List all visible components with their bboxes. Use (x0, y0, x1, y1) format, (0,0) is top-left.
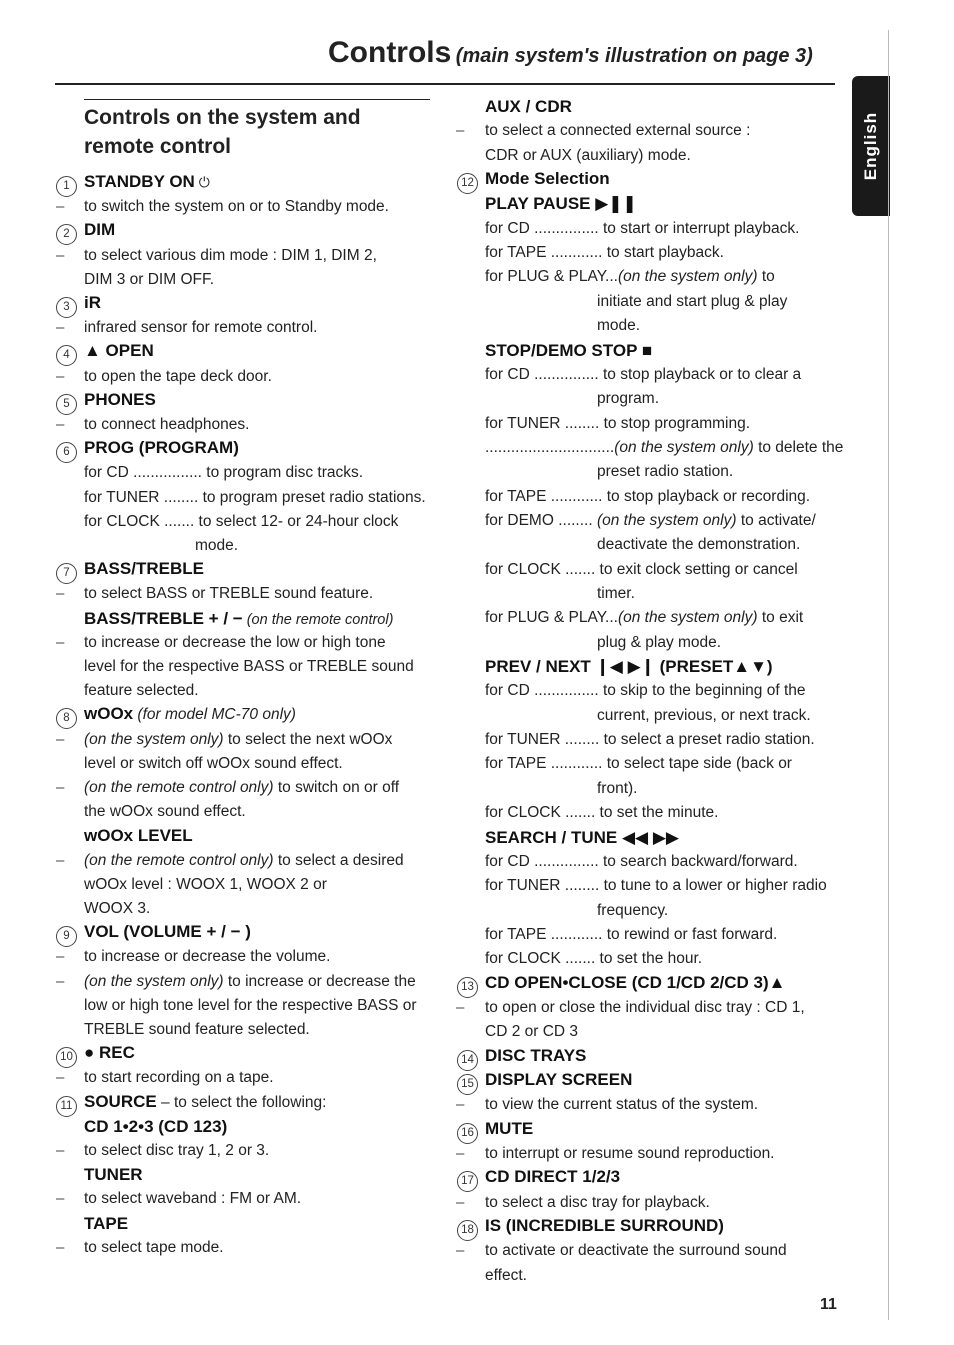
item-number-badge: 12 (457, 173, 478, 194)
control-heading (56, 293, 101, 318)
description-text: the wOOx sound effect. (84, 803, 246, 821)
description-text: to increase or decrease the volume. (84, 948, 331, 966)
item-number-badge: 1 (56, 176, 77, 197)
control-note: (for model MC-70 only) (133, 706, 296, 724)
description-line (485, 681, 806, 701)
control-name: SOURCE (84, 1091, 157, 1111)
description-line (485, 925, 777, 945)
control-name: ▲ OPEN (84, 341, 154, 361)
dash-marker: – (56, 948, 65, 966)
description-text: CDR or AUX (auxiliary) mode. (485, 146, 691, 164)
subheading-label: SEARCH / TUNE ◀◀ ▶▶ (485, 827, 679, 847)
description-line (84, 270, 214, 290)
description-text: for TUNER ........ to stop programming. (485, 414, 751, 432)
subheading-label: BASS/TREBLE + / − (84, 608, 243, 628)
subheading-label: PREV / NEXT ❙◀ ▶❙ (PRESET▲▼) (485, 657, 773, 677)
description-text: to view the current status of the system. (485, 1096, 759, 1114)
item-number-badge: 10 (56, 1047, 77, 1068)
description-text: for TAPE ............ to rewind or fast forward. (485, 925, 778, 943)
dash-marker: – (56, 367, 65, 385)
description-continuation (597, 779, 637, 799)
description-tail: to exit (757, 609, 804, 627)
description-text: for TAPE ............ to select tape side (back or (485, 755, 792, 773)
section-title-line-2: remote control (84, 135, 232, 158)
item-number-badge: 13 (457, 977, 478, 998)
description-line (56, 778, 400, 798)
italic-qualifier: (on the system only) (596, 511, 737, 529)
control-heading (56, 390, 156, 415)
control-name: IS (INCREDIBLE SURROUND) (485, 1216, 724, 1236)
italic-qualifier: (on the system only) (617, 609, 758, 627)
description-line (84, 463, 363, 483)
dash-marker: – (56, 246, 65, 264)
control-name: PROG (PROGRAM) (84, 438, 239, 458)
description-line (485, 803, 718, 823)
description-text: for TUNER ........ to program preset radio stations. (84, 488, 426, 506)
dash-marker: – (456, 122, 465, 140)
item-number-badge: 14 (457, 1050, 478, 1071)
control-name: Mode Selection (485, 169, 610, 189)
control-name: BASS/TREBLE (84, 559, 204, 579)
description-text: timer. (597, 585, 635, 602)
control-heading (56, 1043, 135, 1068)
subheading-label: AUX / CDR (485, 97, 572, 116)
control-heading (56, 220, 115, 245)
description-line (84, 488, 426, 508)
subheading-note: (on the remote control) (242, 611, 394, 628)
description-line (485, 487, 810, 507)
control-name: CD OPEN•CLOSE (CD 1/CD 2/CD 3)▲ (485, 972, 786, 992)
italic-qualifier: (on the remote control only) (84, 779, 274, 796)
description-text: program. (597, 390, 660, 408)
subheading-label: TAPE (84, 1213, 129, 1233)
description-tail: to delete the (753, 438, 844, 456)
control-name: DISPLAY SCREEN (485, 1070, 633, 1089)
description-text: to select a connected external source : (485, 122, 751, 140)
description-line (56, 851, 404, 871)
description-text: plug & play mode. (597, 633, 722, 651)
control-name: STANDBY ON (84, 172, 195, 191)
page-edge-line (888, 30, 889, 1320)
description-line (485, 560, 798, 580)
dash-marker: – (56, 779, 65, 796)
header-rule (55, 83, 835, 85)
description-text: for CD ............... to stop playback or to clear a (485, 365, 802, 383)
italic-qualifier: (on the system only) (84, 972, 224, 990)
description-text: to activate or deactivate the surround sound (485, 1242, 787, 1260)
item-number-badge: 11 (56, 1096, 77, 1117)
control-name: VOL (VOLUME + / − ) (84, 922, 251, 942)
description-line (84, 996, 417, 1016)
description-text: deactivate the demonstration. (597, 536, 801, 554)
item-number-badge: 5 (56, 394, 77, 415)
control-name: DISC TRAYS (485, 1045, 587, 1065)
description-text: DIM 3 or DIM OFF. (84, 270, 215, 288)
dash-marker: – (56, 1238, 65, 1256)
description-line (56, 584, 374, 604)
description-line (485, 219, 799, 239)
description-line (56, 730, 393, 750)
description-text: for TAPE ............ to start playback. (485, 244, 724, 262)
dash-marker: – (56, 633, 65, 651)
description-text: to switch the system on or to Standby mode. (84, 198, 389, 216)
item-number-badge: 15 (457, 1074, 478, 1095)
description-text: infrared sensor for remote control. (84, 319, 318, 337)
description-line (56, 633, 386, 653)
description-text: for CLOCK ....... to exit clock setting or cancel (485, 560, 798, 578)
control-heading (457, 1046, 586, 1071)
control-subheading (485, 97, 572, 118)
description-text: preset radio station. (597, 463, 734, 481)
description-tail: to (757, 268, 775, 286)
description-line (84, 802, 246, 822)
description-line (84, 899, 150, 919)
control-heading (56, 341, 154, 366)
dash-marker: – (56, 319, 65, 337)
description-text: to select a desired (273, 851, 404, 869)
description-text: feature selected. (84, 682, 199, 700)
description-line (485, 365, 801, 385)
description-text: for TUNER ........ to select a preset radio station. (485, 731, 815, 749)
description-text: to select a disc tray for playback. (485, 1193, 710, 1211)
page-subtitle: (main system's illustration on page 3) (455, 45, 813, 67)
description-text: to select various dim mode : DIM 1, DIM 2, (84, 246, 377, 264)
description-line (485, 608, 803, 628)
italic-qualifier: (on the remote control only) (84, 851, 274, 869)
description-line (485, 146, 691, 166)
description-continuation (597, 706, 811, 726)
description-line (456, 1144, 775, 1164)
italic-qualifier: (on the system only) (614, 438, 754, 456)
description-text: for CD ............... to start or interrupt playback. (485, 219, 800, 237)
item-number-badge: 2 (56, 224, 77, 245)
page-header (328, 36, 813, 70)
description-line (56, 1238, 224, 1258)
power-icon: ⏻ (194, 174, 210, 190)
control-subheading (485, 828, 679, 849)
control-subheading (84, 1117, 227, 1138)
description-line (56, 972, 416, 992)
description-text: to connect headphones. (84, 416, 250, 433)
description-text: front). (597, 779, 638, 797)
description-continuation (597, 584, 635, 604)
description-text: to switch on or off (273, 779, 400, 796)
dash-marker: – (456, 1242, 465, 1260)
italic-qualifier: (on the system only) (617, 268, 758, 286)
description-text: for CD ................ to program disc tracks. (84, 464, 364, 482)
description-line (485, 438, 843, 458)
dash-marker: – (56, 730, 65, 748)
control-subheading (84, 1165, 143, 1186)
description-text: mode. (195, 537, 239, 554)
description-continuation (597, 901, 668, 921)
description-text: to select tape mode. (84, 1238, 224, 1256)
description-text: WOOX 3. (84, 900, 151, 917)
description-line (456, 121, 751, 141)
description-line (485, 754, 792, 774)
subheading-label: PLAY PAUSE ▶❚❚ (485, 194, 637, 214)
description-text: for PLUG & PLAY... (485, 268, 618, 286)
control-name: CD DIRECT 1/2/3 (485, 1167, 621, 1187)
section-rule (84, 99, 430, 100)
item-number-badge: 4 (56, 345, 77, 366)
italic-qualifier: (on the system only) (84, 730, 224, 748)
description-text: to select disc tray 1, 2 or 3. (84, 1142, 270, 1159)
control-subheading (485, 341, 652, 362)
description-line (84, 512, 398, 532)
subheading-label: TUNER (84, 1165, 143, 1185)
description-text: level or switch off wOOx sound effect. (84, 754, 343, 772)
description-line (485, 730, 815, 750)
item-number-badge: 17 (457, 1171, 478, 1192)
section-title-line-1: Controls on the system and (84, 106, 361, 129)
item-number-badge: 3 (56, 297, 77, 318)
description-text: to start recording on a tape. (84, 1069, 274, 1087)
description-line (485, 243, 724, 263)
description-text: to open or close the individual disc tray : CD 1, (485, 998, 805, 1016)
control-heading (457, 1216, 724, 1241)
item-number-badge: 9 (56, 926, 77, 947)
item-number-badge: 18 (457, 1220, 478, 1241)
description-line (84, 754, 343, 774)
dash-marker: – (56, 416, 65, 433)
description-text: level for the respective BASS or TREBLE sound (84, 658, 414, 675)
control-heading (457, 1119, 533, 1144)
description-continuation (597, 389, 659, 409)
description-continuation (597, 462, 733, 482)
description-line (84, 875, 327, 895)
description-text: to interrupt or resume sound reproduction. (485, 1145, 775, 1163)
description-line (56, 367, 272, 387)
description-text: wOOx level : WOOX 1, WOOX 2 or (84, 875, 327, 893)
description-text: CD 2 or CD 3 (485, 1023, 579, 1041)
description-text: mode. (597, 317, 641, 335)
description-line (56, 1068, 274, 1088)
control-subheading (84, 609, 393, 630)
dash-marker: – (56, 1190, 65, 1208)
item-number-badge: 7 (56, 563, 77, 584)
description-text: for TAPE ............ to stop playback or recording. (485, 487, 811, 505)
description-text: to increase or decrease the low or high tone (84, 633, 386, 651)
dash-marker: – (56, 585, 65, 603)
item-number-badge: 6 (56, 442, 77, 463)
language-tab (852, 76, 890, 216)
description-text: to select the next wOOx (223, 730, 393, 748)
control-name: DIM (84, 220, 116, 240)
item-number-badge: 16 (457, 1123, 478, 1144)
description-text: to select BASS or TREBLE sound feature. (84, 585, 374, 603)
control-name: wOOx (84, 704, 134, 724)
dash-marker: – (456, 998, 465, 1016)
description-text: TREBLE sound feature selected. (84, 1021, 310, 1038)
description-line (56, 1141, 270, 1161)
description-continuation (597, 633, 721, 653)
description-continuation (597, 535, 800, 555)
description-line (456, 1241, 787, 1261)
description-continuation (597, 316, 640, 336)
item-number-badge: 8 (56, 708, 77, 729)
control-heading (56, 704, 296, 729)
description-line (56, 947, 331, 967)
dash-marker: – (456, 1096, 465, 1114)
description-line (84, 1020, 310, 1040)
control-heading (457, 973, 785, 998)
description-text: current, previous, or next track. (597, 706, 811, 724)
description-line (56, 415, 250, 435)
control-subheading (485, 194, 637, 215)
description-text: initiate and start plug & play (597, 292, 788, 310)
description-continuation (195, 536, 238, 556)
control-heading (457, 1070, 632, 1095)
description-text: for PLUG & PLAY... (485, 609, 618, 627)
description-line (456, 1193, 710, 1213)
control-heading (56, 1092, 326, 1117)
dash-marker: – (56, 1142, 65, 1159)
control-heading (56, 438, 239, 463)
description-line (485, 511, 816, 531)
description-text: .............................. (485, 438, 615, 456)
dash-marker: – (56, 198, 65, 216)
description-continuation (597, 292, 787, 312)
description-text: low or high tone level for the respective BASS or (84, 996, 417, 1014)
description-text: to open the tape deck door. (84, 367, 272, 385)
page-number: 11 (820, 1296, 837, 1313)
description-line (56, 1189, 302, 1209)
description-line (485, 414, 750, 434)
subheading-label: CD 1•2•3 (CD 123) (84, 1116, 228, 1136)
description-line (485, 852, 798, 872)
dash-marker: – (56, 1069, 65, 1087)
description-line (456, 998, 805, 1018)
dash-marker: – (56, 972, 65, 990)
description-text: effect. (485, 1266, 527, 1284)
control-heading (457, 169, 610, 194)
description-text: to increase or decrease the (223, 972, 416, 990)
control-inline-text: – to select the following: (156, 1093, 327, 1111)
description-tail: to activate/ (736, 511, 816, 529)
subheading-label: STOP/DEMO STOP ■ (485, 340, 653, 360)
description-line (485, 876, 827, 896)
description-text: for CLOCK ....... to set the minute. (485, 804, 719, 822)
description-line (485, 949, 702, 969)
description-text: for CLOCK ....... to select 12- or 24-hour clock (84, 512, 399, 530)
control-subheading (84, 826, 193, 847)
description-text: for CD ............... to search backward/forward. (485, 852, 798, 870)
description-text: for CLOCK ....... to set the hour. (485, 950, 703, 968)
page-title: Controls (328, 36, 452, 69)
description-line (56, 197, 389, 217)
dash-marker: – (456, 1193, 465, 1211)
section-title (84, 103, 361, 161)
description-text: for DEMO ........ (485, 511, 597, 529)
description-line (485, 1266, 527, 1286)
control-heading (457, 1167, 620, 1192)
description-line (485, 267, 775, 287)
control-heading (56, 559, 204, 584)
description-line (456, 1095, 759, 1115)
description-text: to select waveband : FM or AM. (84, 1190, 302, 1208)
control-name: iR (84, 293, 101, 312)
control-heading (56, 922, 251, 947)
description-line (56, 318, 318, 338)
description-line (84, 657, 414, 677)
description-text: for CD ............... to skip to the beginning of the (485, 682, 806, 700)
control-name: MUTE (485, 1118, 534, 1138)
description-line (56, 246, 377, 266)
dash-marker: – (456, 1145, 465, 1163)
description-text: for TUNER ........ to tune to a lower or higher radio (485, 877, 827, 895)
control-name: PHONES (84, 389, 156, 409)
dash-marker: – (56, 851, 65, 869)
subheading-label: wOOx LEVEL (84, 826, 193, 846)
description-line (84, 681, 199, 701)
control-subheading (485, 657, 773, 678)
control-heading (56, 172, 210, 197)
description-text: frequency. (597, 901, 669, 919)
control-subheading (84, 1214, 128, 1235)
language-tab-label: English (861, 111, 880, 181)
description-line (485, 1022, 578, 1042)
control-name: ● REC (84, 1043, 135, 1063)
